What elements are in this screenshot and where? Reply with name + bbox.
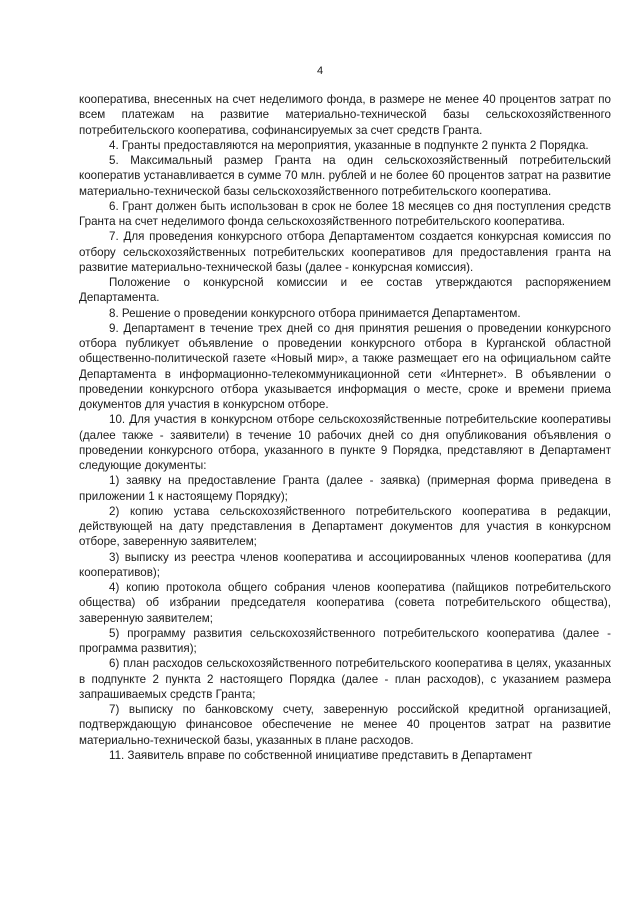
paragraph-item-6: 6. Грант должен быть использован в срок не более 18 месяцев со дня поступления средств Гранта на счет неделимого фонда сельскохозяйственного потребительского кооператива.: [79, 199, 611, 228]
paragraph-item-9: 9. Департамент в течение трех дней со дня принятия решения о проведении конкурсного отбора публикует объявление о проведении конкурсного отбора в Курганской областной общественно-политической газете «Новый мир», а также размещает его на официальном сайте Департамента в информационно-телекоммуникационной сети «Интернет». В объявлении о проведении конкурсного отбора указывается информация о месте, сроке и времени приема документов для участия в конкурсном отборе.: [79, 321, 611, 411]
paragraph-item-7: 7. Для проведения конкурсного отбора Департаментом создается конкурсная комиссия по отбору сельскохозяйственных потребительских кооперативов для предоставления гранта на развитие материально-технической базы (далее - конкурсная комиссия).: [79, 230, 611, 274]
subitem-6: 6) план расходов сельскохозяйственного потребительского кооператива в целях, указанных в подпункте 2 пункта 2 настоящего Порядка (далее - план расходов), с указанием размера запрашиваемых средств Гранта;: [79, 657, 611, 701]
subitem-3: 3) выписку из реестра членов кооператива и ассоциированных членов кооператива (для кооперативов);: [79, 550, 611, 579]
paragraph-commission-regulation: Положение о конкурсной комиссии и ее состав утверждаются распоряжением Департамента.: [79, 276, 611, 305]
subitem-5: 5) программу развития сельскохозяйственного потребительского кооператива (далее - программа развития);: [79, 626, 611, 655]
subitem-2: 2) копию устава сельскохозяйственного потребительского кооператива в редакции, действующей на дату представления в Департамент документов для участия в конкурсном отборе, заверенную заявителем;: [79, 504, 611, 549]
paragraph-item-5: 5. Максимальный размер Гранта на один сельскохозяйственный потребительский кооператив устанавливается в сумме 70 млн. рублей и не более 60 процентов затрат на развитие материально-технической базы сельскохозяйственного потребительского кооператива.: [79, 154, 611, 198]
paragraph-item-10: 10. Для участия в конкурсном отборе сельскохозяйственные потребительские кооперативы (далее также - заявители) в течение 10 рабочих дней со дня опубликования объявления о проведении конкурсного отбора, указанного в пункте 9 Порядка, представляют в Департамент следующие документы:: [79, 413, 611, 472]
subitem-7: 7) выписку по банковскому счету, заверенную российской кредитной организацией, подтверждающую финансовое обеспечение не менее 40 процентов затрат на развитие материально-технической базы, указанных в плане расходов.: [79, 703, 611, 747]
document-body: [79, 92, 611, 763]
paragraph-continued: кооператива, внесенных на счет неделимого фонда, в размере не менее 40 процентов затрат по всем платежам на развитие материально-технической базы сельскохозяйственного потребительского кооператива, софинансируемых за счет средств Гранта.: [79, 93, 611, 137]
paragraph-item-11: 11. Заявитель вправе по собственной инициативе представить в Департамент: [109, 748, 533, 762]
page-number: 4: [316, 65, 324, 77]
paragraph-item-8: 8. Решение о проведении конкурсного отбора принимается Департаментом.: [109, 306, 521, 320]
subitem-4: 4) копию протокола общего собрания членов кооператива (пайщиков потребительского общества) об избрании председателя кооператива (совета потребительского общества), заверенную заявителем;: [79, 581, 611, 625]
paragraph-item-4: 4. Гранты предоставляются на мероприятия, указанные в подпункте 2 пункта 2 Порядка.: [109, 138, 589, 152]
subitem-1: 1) заявку на предоставление Гранта (далее - заявка) (примерная форма приведена в приложении 1 к настоящему Порядку);: [79, 474, 611, 503]
